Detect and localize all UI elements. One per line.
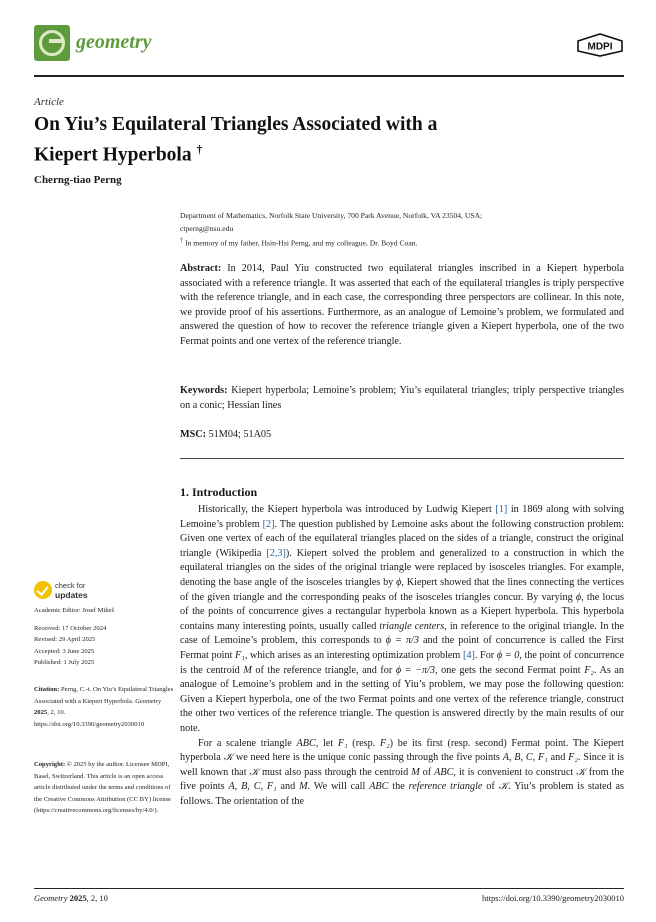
footer-rule (34, 888, 624, 889)
citation-link[interactable]: [1] (495, 504, 508, 515)
author-name: Cherng-tiao Perng (34, 174, 122, 186)
citation-block: Citation: Perng, C.-t. On Yiu’s Equilateral Triangles Associated with a Kiepert Hyperbola. Geometry 2025, 2, 10. https://doi.org/10.3390/geometry2030010 (34, 686, 174, 728)
academic-editor: Academic Editor: Josef Mikeš (34, 607, 115, 614)
journal-name: geometry (76, 31, 152, 53)
citation-link[interactable]: [2] (262, 518, 275, 530)
citation-link[interactable]: [4] (462, 649, 475, 661)
publisher-name: MDPI (587, 41, 613, 53)
section-rule (180, 458, 624, 459)
msc-label: MSC: (180, 429, 207, 440)
affiliation-block (180, 210, 620, 250)
msc-text: 51M04; 51A05 (208, 429, 272, 440)
paragraph-2: For a scalene triangle ABC, let F₁ (resp. F₂) be its first (resp. second) Fermat point. The Kiepert hyperbola 𝒦 we need here is the unique conic passing through the five points A, B, C, F₁ and F₂. Since it is well known that 𝒦 must also pass through the centroid M of ABC, it is convenient to construct 𝒦 from the five points A, B, C, F₁ and M. We will call ABC the reference triangle of 𝒦. Yiu’s problem is stated as follows. The orientation of the (180, 737, 625, 807)
keywords-label: Keywords: (180, 385, 228, 396)
dates-block (34, 605, 174, 669)
abstract-label: Abstract: (180, 263, 222, 274)
dedication: † In memory of my father, Hsin-Hsi Perng, and my colleague, Dr. Boyd Coan. (180, 237, 418, 248)
keywords-text: Kiepert hyperbola; Lemoine’s problem; Yiu’s equilateral triangles; triply perspective triangles on a conic; Hessian lines (180, 385, 625, 411)
journal-logo (34, 25, 70, 61)
title-dagger: † (196, 142, 203, 156)
title-line-1: On Yiu’s Equilateral Triangles Associated with a (34, 114, 438, 135)
date-accepted: Accepted: 3 June 2025 (34, 647, 95, 655)
header-rule (34, 75, 624, 77)
introduction-body (180, 503, 624, 809)
logo-bar (49, 39, 63, 43)
article-type: Article (34, 96, 64, 108)
footer-citation: Geometry 2025, 2, 10 (34, 893, 108, 903)
logo-ring (39, 30, 65, 56)
keywords (180, 384, 624, 413)
abstract (180, 262, 624, 350)
check-for-updates-label[interactable]: check for updates (55, 581, 88, 600)
footer-doi-link[interactable]: https://doi.org/10.3390/geometry2030010 (482, 893, 624, 903)
title-line-2: Kiepert Hyperbola (34, 144, 192, 166)
date-published: Published: 1 July 2025 (34, 659, 95, 666)
paragraph-1: Historically, the Kiepert hyperbola was introduced by Ludwig Kiepert [1] in 1869 along with solving Lemoine’s problem [2]. The question published by Lemoine asks about the following construction problem: Given one vertex of each of the equilateral triangles placed on the sides of a triangle, construct the original triangle (Wikipedia [2,3]). Kiepert solved the problem and generalized to a construction in which the equilateral triangles on the sides of the original triangle were replaced by isosceles triangles. For example, denoting the base angle of the isosceles triangles by ϕ, Kiepert showed that the lines connecting the vertices of the given triangle and the corresponding peaks of the isosceles triangles concur. By varying ϕ, the locus of the points of concurrence gives a rectangular hyperbola known as a Kiepert hyperbola. This hyperbola contains many interesting points, usually called triangle centers, in reference to the original triangle. In the case of Lemoine’s problem, this corresponds to ϕ = π/3 and the point of concurrence is called the First Fermat point F₁, which arises as an interesting optimization problem [4]. For ϕ = 0, the point of concurrence is the centroid M of the reference triangle, and for ϕ = −π/3, one gets the second Fermat point F₂. As an analogue of Lemoine’s problem and in the setting of Yiu’s problem, we may pose the following question: Given a Kiepert hyperbola, one of the two Fermat points and one vertex of the reference triangle, construct the other two vertices of the reference triangle. The question is answered directly by the main results of our note. (180, 504, 625, 734)
article-title (34, 112, 594, 168)
copyright-block: Copyright: © 2025 by the author. Licensee MDPI, Basel, Switzerland. This article is an open access article distributed under the terms and conditions of the Creative Commons Attribution (CC BY) license (https://creativecommons.org/licenses/by/4.0/). (34, 761, 171, 814)
section-heading: 1. Introduction (180, 485, 258, 499)
abstract-text: In 2014, Paul Yiu constructed two equilateral triangles inscribed in a Kiepert hyperbola associated with a reference triangle. It was asserted that each of the equilateral triangles is triply perspective with the reference triangle, and in each case, the corresponding three perspectors are collinear. In this note, we provide proof of his assertions. Furthermore, as an analogue of Lemoine’s problem, we formulated and answered the question of how to recover the reference triangle given a Kiepert hyperbola, one of the two Fermat points and one vertex of the reference triangle. (180, 263, 624, 347)
check-for-updates-icon[interactable] (34, 581, 52, 599)
date-received: Received: 17 October 2024 (34, 624, 107, 632)
date-revised: Revised: 29 April 2025 (34, 636, 96, 643)
mdpi-logo (576, 33, 624, 57)
affiliation: Department of Mathematics, Norfolk State University, 700 Park Avenue, Norfolk, VA 23504, USA; (180, 211, 483, 220)
author-email[interactable]: ctperng@nsu.edu (180, 223, 234, 233)
msc-codes (180, 429, 271, 440)
citation-link[interactable]: [2,3] (266, 547, 286, 559)
